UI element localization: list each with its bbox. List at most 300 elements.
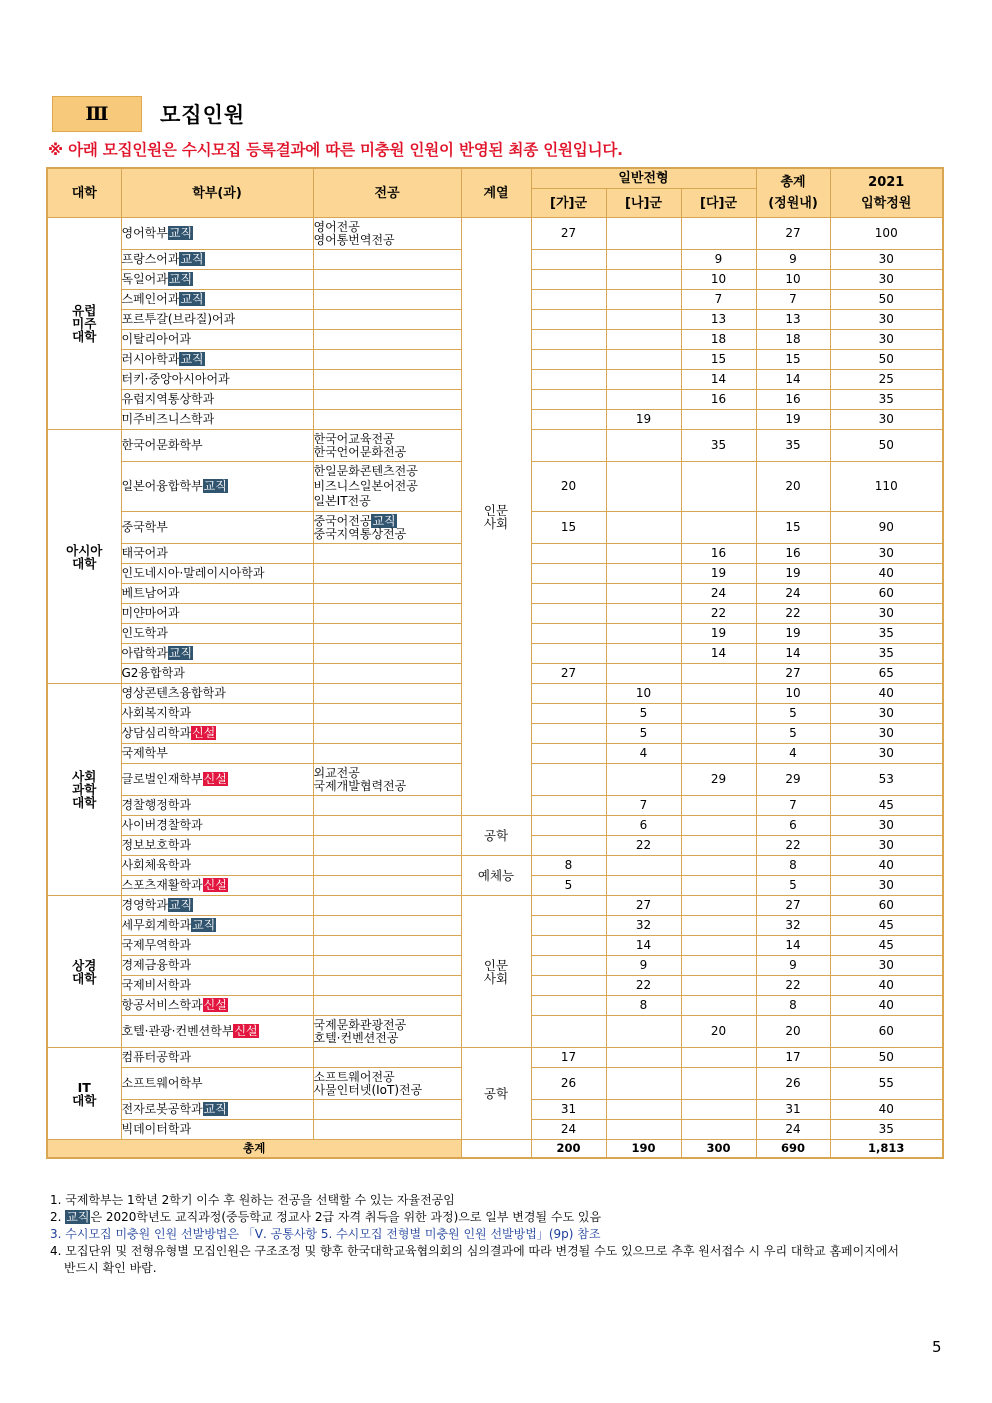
cell-total: 14 — [756, 644, 830, 664]
dept-cell — [121, 390, 313, 410]
cell-da: 16 — [681, 390, 756, 410]
major-name: 한국언어문화전공 — [313, 444, 407, 459]
dept-cell — [121, 604, 313, 624]
univ-label: 미주 — [72, 316, 97, 331]
cell-ga — [531, 604, 606, 624]
cell-quota: 30 — [830, 310, 943, 330]
cell-da: 15 — [681, 350, 756, 370]
cell-da — [681, 1068, 756, 1100]
cell-total: 4 — [756, 744, 830, 764]
univ-label: 아시아 — [66, 542, 103, 558]
cell-quota: 30 — [830, 330, 943, 350]
dept-name: 스포츠재활학과 — [121, 878, 203, 892]
dept-cell — [121, 1068, 313, 1100]
dept-cell — [121, 996, 313, 1016]
cell-quota: 100 — [830, 218, 943, 250]
cell-quota: 110 — [830, 462, 943, 512]
dept-cell — [121, 876, 313, 896]
cell-quota: 55 — [830, 1068, 943, 1100]
cell-na — [606, 330, 681, 350]
cell-total: 7 — [756, 796, 830, 816]
dept-cell — [121, 1048, 313, 1068]
cell-na — [606, 664, 681, 684]
dept-name: 빅데이터학과 — [121, 1122, 192, 1136]
cell-total: 26 — [756, 1068, 830, 1100]
cell-da — [681, 704, 756, 724]
cell-da: 9 — [681, 250, 756, 270]
new-badge: 신설 — [192, 726, 216, 740]
teaching-badge: 교직 — [168, 272, 193, 286]
major-cell — [313, 512, 461, 544]
cell-na — [606, 856, 681, 876]
cell-quota: 30 — [830, 270, 943, 290]
cell-total: 16 — [756, 544, 830, 564]
cell-total: 24 — [756, 584, 830, 604]
cell-total: 13 — [756, 310, 830, 330]
header-major: 전공 — [313, 168, 461, 218]
dept-cell — [121, 370, 313, 390]
header-total-l2: (정원내) — [768, 196, 818, 211]
cell-da: 19 — [681, 624, 756, 644]
cell-ga — [531, 544, 606, 564]
cell-ga — [531, 390, 606, 410]
cell-ga — [531, 410, 606, 430]
major-cell — [313, 624, 461, 644]
cell-da: 14 — [681, 370, 756, 390]
cell-ga — [531, 796, 606, 816]
cell-da: 24 — [681, 584, 756, 604]
cell-na — [606, 390, 681, 410]
cell-quota: 25 — [830, 370, 943, 390]
major-cell — [313, 1120, 461, 1140]
cell-da: 13 — [681, 310, 756, 330]
dept-name: 영상콘텐츠융합학과 — [121, 686, 226, 700]
cell-total: 14 — [756, 936, 830, 956]
dept-cell — [121, 704, 313, 724]
dept-name: 일본어융합학부 — [121, 479, 203, 493]
track-cell-humanities2 — [461, 896, 531, 1048]
univ-label: 대학 — [72, 970, 97, 986]
dept-name: 경찰행정학과 — [121, 798, 192, 812]
cell-ga: 8 — [531, 856, 606, 876]
cell-na — [606, 370, 681, 390]
major-cell — [313, 936, 461, 956]
header-track: 계열 — [461, 168, 531, 218]
track-label: 인문 — [483, 957, 509, 973]
cell-ga — [531, 584, 606, 604]
cell-total: 7 — [756, 290, 830, 310]
header-general: 일반전형 — [531, 168, 756, 189]
major-cell — [313, 290, 461, 310]
major-name: 중국어전공 — [313, 513, 372, 528]
cell-total: 15 — [756, 512, 830, 544]
dept-cell — [121, 624, 313, 644]
cell-da — [681, 1048, 756, 1068]
major-name: 한국어교육전공 — [313, 431, 395, 446]
dept-cell — [121, 350, 313, 370]
cell-quota: 45 — [830, 936, 943, 956]
dept-cell — [121, 270, 313, 290]
cell-total: 8 — [756, 996, 830, 1016]
teaching-badge: 교직 — [180, 352, 204, 366]
cell-total: 9 — [756, 956, 830, 976]
univ-label: 대학 — [72, 1092, 97, 1108]
major-cell — [313, 956, 461, 976]
dept-name: 소프트웨어학부 — [121, 1076, 203, 1090]
cell-total: 19 — [756, 410, 830, 430]
cell-ga — [531, 764, 606, 796]
admission-table — [46, 167, 944, 1159]
univ-label: 대학 — [72, 795, 97, 810]
dept-name: 유럽지역통상학과 — [121, 392, 215, 406]
cell-da — [681, 684, 756, 704]
cell-ga — [531, 996, 606, 1016]
cell-total: 31 — [756, 1100, 830, 1120]
major-cell — [313, 564, 461, 584]
cell-quota: 60 — [830, 584, 943, 604]
cell-quota: 45 — [830, 916, 943, 936]
cell-na — [606, 218, 681, 250]
univ-label: 상경 — [72, 957, 97, 973]
total-da: 300 — [681, 1140, 756, 1159]
cell-na — [606, 764, 681, 796]
major-cell — [313, 876, 461, 896]
cell-quota: 35 — [830, 390, 943, 410]
table-row — [47, 218, 943, 250]
dept-cell — [121, 1120, 313, 1140]
cell-ga — [531, 250, 606, 270]
cell-total: 20 — [756, 1016, 830, 1048]
cell-da: 10 — [681, 270, 756, 290]
dept-cell — [121, 564, 313, 584]
cell-total: 24 — [756, 1120, 830, 1140]
cell-total: 5 — [756, 704, 830, 724]
cell-ga — [531, 430, 606, 462]
cell-na — [606, 624, 681, 644]
dept-cell — [121, 796, 313, 816]
track-cell-arts: 예체능 — [461, 856, 531, 896]
cell-da — [681, 1100, 756, 1120]
cell-ga: 15 — [531, 512, 606, 544]
track-cell-engineering: 공학 — [461, 816, 531, 856]
dept-name: 베트남어과 — [121, 586, 180, 600]
cell-quota: 90 — [830, 512, 943, 544]
univ-label: 사회 — [72, 769, 97, 784]
cell-ga: 24 — [531, 1120, 606, 1140]
total-row — [47, 1140, 943, 1159]
header-quota-l2: 입학정원 — [861, 196, 912, 211]
cell-na — [606, 1068, 681, 1100]
header-total-l1: 총계 — [780, 175, 806, 190]
cell-quota: 30 — [830, 836, 943, 856]
cell-ga — [531, 896, 606, 916]
note-1: 1. 국제학부는 1학년 2학기 이수 후 원하는 전공을 선택할 수 있는 자율전공임 — [50, 1193, 455, 1207]
cell-ga — [531, 916, 606, 936]
cell-total: 32 — [756, 916, 830, 936]
cell-na: 32 — [606, 916, 681, 936]
dept-cell — [121, 956, 313, 976]
note-2 — [50, 1209, 945, 1226]
cell-da — [681, 512, 756, 544]
dept-name: 경제금융학과 — [121, 958, 192, 972]
teaching-badge: 교직 — [168, 646, 193, 660]
dept-name: 항공서비스학과 — [121, 998, 203, 1012]
note-4b: 반드시 확인 바람. — [64, 1261, 157, 1275]
cell-total: 35 — [756, 430, 830, 462]
dept-name: 컴퓨터공학과 — [121, 1050, 192, 1064]
note-4a: 4. 모집단위 및 전형유형별 모집인원은 구조조정 및 향후 한국대학교육협의회의 심의결과에 따라 변경될 수도 있으므로 추후 원서접수 시 우리 대학교 홈페이지에서 — [50, 1244, 900, 1258]
dept-cell — [121, 512, 313, 544]
cell-da: 22 — [681, 604, 756, 624]
dept-cell — [121, 218, 313, 250]
new-badge: 신설 — [234, 1024, 258, 1038]
total-label: 총계 — [47, 1140, 461, 1159]
cell-na — [606, 430, 681, 462]
cell-quota: 65 — [830, 664, 943, 684]
univ-cell-commerce — [47, 896, 121, 1048]
header-quota-l1: 2021 — [868, 175, 905, 190]
teaching-badge: 교직 — [168, 898, 193, 912]
page-number: 5 — [932, 1338, 942, 1356]
cell-ga — [531, 644, 606, 664]
cell-da — [681, 996, 756, 1016]
cell-na — [606, 1048, 681, 1068]
cell-ga — [531, 330, 606, 350]
dept-cell — [121, 936, 313, 956]
footnotes — [50, 1192, 945, 1277]
dept-name: 태국어과 — [121, 546, 168, 560]
table-row — [47, 896, 943, 916]
cell-quota: 30 — [830, 410, 943, 430]
cell-total: 18 — [756, 330, 830, 350]
cell-na — [606, 544, 681, 564]
cell-quota: 53 — [830, 764, 943, 796]
major-cell — [313, 544, 461, 564]
major-name: 비즈니스일본어전공 — [313, 479, 418, 493]
dept-name: 영어학부 — [121, 226, 168, 240]
dept-name: 인도학과 — [121, 626, 168, 640]
dept-name: 세무회계학과 — [121, 918, 192, 932]
cell-na — [606, 350, 681, 370]
cell-quota: 50 — [830, 290, 943, 310]
univ-label: IT — [77, 1079, 91, 1095]
dept-cell — [121, 916, 313, 936]
dept-cell — [121, 410, 313, 430]
cell-total: 22 — [756, 976, 830, 996]
dept-name: 포르투갈(브라질)어과 — [121, 312, 236, 326]
cell-da — [681, 916, 756, 936]
total-na: 190 — [606, 1140, 681, 1159]
dept-name: 정보보호학과 — [121, 838, 192, 852]
track-cell-engineering2: 공학 — [461, 1048, 531, 1140]
cell-na — [606, 250, 681, 270]
cell-ga — [531, 976, 606, 996]
track-label: 사회 — [483, 515, 509, 531]
table-row — [47, 856, 943, 876]
cell-da — [681, 744, 756, 764]
cell-quota: 50 — [830, 430, 943, 462]
teaching-badge: 교직 — [203, 1102, 227, 1116]
header-quota — [830, 168, 943, 218]
dept-name: 아랍학과 — [121, 646, 168, 660]
cell-total: 27 — [756, 664, 830, 684]
dept-cell — [121, 856, 313, 876]
note-2-tag: 교직 — [66, 1210, 90, 1224]
cell-da: 14 — [681, 644, 756, 664]
major-name: 국제개발협력전공 — [313, 778, 407, 793]
cell-na — [606, 310, 681, 330]
cell-da — [681, 856, 756, 876]
dept-cell — [121, 744, 313, 764]
cell-na — [606, 290, 681, 310]
header-da: [다]군 — [681, 189, 756, 218]
dept-name: 인도네시아·말레이시아학과 — [121, 566, 265, 580]
univ-label: 대학 — [72, 555, 97, 571]
major-cell — [313, 744, 461, 764]
major-cell — [313, 664, 461, 684]
cell-da — [681, 664, 756, 684]
table-row — [47, 1048, 943, 1068]
cell-quota: 40 — [830, 996, 943, 1016]
dept-cell — [121, 664, 313, 684]
cell-total: 5 — [756, 876, 830, 896]
cell-da — [681, 976, 756, 996]
cell-da — [681, 410, 756, 430]
dept-name: 한국어문화학부 — [121, 438, 203, 452]
major-cell — [313, 604, 461, 624]
dept-cell — [121, 250, 313, 270]
univ-label: 유럽 — [72, 303, 97, 318]
cell-da — [681, 462, 756, 512]
cell-ga — [531, 956, 606, 976]
cell-ga: 5 — [531, 876, 606, 896]
cell-ga: 17 — [531, 1048, 606, 1068]
teaching-badge: 교직 — [180, 292, 204, 306]
major-cell — [313, 916, 461, 936]
cell-quota: 35 — [830, 1120, 943, 1140]
cell-ga: 31 — [531, 1100, 606, 1120]
cell-da — [681, 836, 756, 856]
dept-cell — [121, 836, 313, 856]
univ-cell-social — [47, 684, 121, 896]
major-name: 소프트웨어전공 — [313, 1069, 395, 1084]
major-cell — [313, 270, 461, 290]
teaching-badge: 교직 — [372, 513, 396, 528]
cell-na — [606, 564, 681, 584]
cell-total: 22 — [756, 836, 830, 856]
cell-total: 8 — [756, 856, 830, 876]
cell-na — [606, 512, 681, 544]
cell-na — [606, 462, 681, 512]
cell-ga — [531, 350, 606, 370]
cell-quota: 40 — [830, 976, 943, 996]
cell-quota: 60 — [830, 1016, 943, 1048]
major-name: 중국지역통상전공 — [313, 526, 407, 541]
cell-da: 35 — [681, 430, 756, 462]
cell-ga: 26 — [531, 1068, 606, 1100]
total-quota: 1,813 — [830, 1140, 943, 1159]
dept-name: 터키·중앙아시아어과 — [121, 372, 230, 386]
cell-ga — [531, 624, 606, 644]
cell-da — [681, 896, 756, 916]
cell-ga — [531, 270, 606, 290]
dept-name: 이탈리아어과 — [121, 332, 192, 346]
dept-cell — [121, 724, 313, 744]
section-header — [52, 96, 245, 132]
cell-na: 5 — [606, 704, 681, 724]
cell-total: 22 — [756, 604, 830, 624]
cell-na — [606, 876, 681, 896]
cell-total: 17 — [756, 1048, 830, 1068]
dept-cell — [121, 644, 313, 664]
track-cell-humanities — [461, 218, 531, 816]
dept-name: 미얀마어과 — [121, 606, 180, 620]
cell-total: 6 — [756, 816, 830, 836]
dept-cell — [121, 544, 313, 564]
cell-na: 14 — [606, 936, 681, 956]
cell-ga: 27 — [531, 218, 606, 250]
major-name: 한일문화콘텐츠전공 — [313, 464, 418, 478]
section-number: Ⅲ — [52, 96, 142, 132]
major-cell — [313, 644, 461, 664]
major-cell — [313, 218, 461, 250]
cell-ga: 20 — [531, 462, 606, 512]
cell-total: 19 — [756, 624, 830, 644]
univ-label: 과학 — [72, 782, 97, 797]
major-cell — [313, 1048, 461, 1068]
cell-total: 27 — [756, 218, 830, 250]
cell-na: 6 — [606, 816, 681, 836]
new-badge: 신설 — [203, 878, 227, 892]
major-name: 국제문화관광전공 — [313, 1017, 407, 1032]
major-cell — [313, 410, 461, 430]
major-cell — [313, 976, 461, 996]
dept-name: 독일어과 — [121, 272, 168, 286]
major-cell — [313, 250, 461, 270]
major-name: 일본IT전공 — [313, 494, 371, 508]
major-cell — [313, 350, 461, 370]
cell-da: 7 — [681, 290, 756, 310]
dept-name: 전자로봇공학과 — [121, 1102, 203, 1116]
cell-total: 19 — [756, 564, 830, 584]
cell-da — [681, 956, 756, 976]
cell-quota: 30 — [830, 544, 943, 564]
cell-ga — [531, 724, 606, 744]
cell-da: 19 — [681, 564, 756, 584]
dept-name: 글로벌인재학부 — [121, 772, 203, 786]
major-name: 외교전공 — [313, 765, 360, 780]
cell-quota: 60 — [830, 896, 943, 916]
cell-na: 7 — [606, 796, 681, 816]
dept-cell — [121, 684, 313, 704]
cell-quota: 50 — [830, 350, 943, 370]
header-total — [756, 168, 830, 218]
cell-ga — [531, 936, 606, 956]
major-cell — [313, 764, 461, 796]
dept-cell — [121, 976, 313, 996]
cell-ga — [531, 816, 606, 836]
major-cell — [313, 584, 461, 604]
cell-total: 27 — [756, 896, 830, 916]
dept-name: 상담심리학과 — [121, 726, 192, 740]
table-row — [47, 816, 943, 836]
dept-name: 중국학부 — [121, 520, 168, 534]
univ-cell-europe — [47, 218, 121, 430]
header-na: [나]군 — [606, 189, 681, 218]
dept-cell — [121, 462, 313, 512]
major-name: 사물인터넷(IoT)전공 — [313, 1082, 423, 1097]
univ-cell-asia — [47, 430, 121, 684]
